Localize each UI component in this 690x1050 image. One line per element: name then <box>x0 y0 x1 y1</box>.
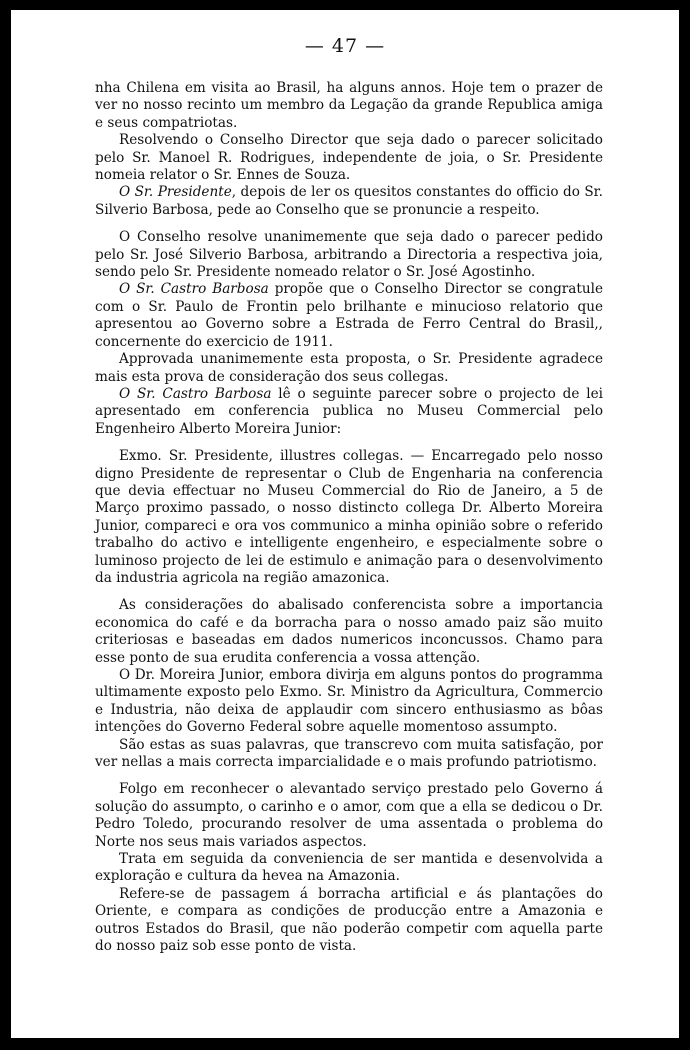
paragraph-5 <box>95 281 603 351</box>
paragraph-6 <box>95 351 603 386</box>
body-text <box>95 80 603 956</box>
paragraph-2 <box>95 132 603 184</box>
paragraph-7 <box>95 386 603 438</box>
paragraph-8 <box>95 448 603 587</box>
paragraph-13 <box>95 851 603 886</box>
paragraph-14 <box>95 886 603 956</box>
paragraph-text: São estas as suas palavras, que transcrevo com muita satisfação, por ver nellas a mais correcta imparcialidade e o mais profundo patriotismo. <box>95 736 603 771</box>
document-page <box>11 10 679 1038</box>
paragraph-text: lê o seguinte parecer sobre o projecto de lei apresentado em conferencia publica no Museu Commercial pelo Engenheiro Alberto Moreira Junior: <box>95 385 603 437</box>
paragraph-text: nha Chilena em visita ao Brasil, ha alguns annos. Hoje tem o prazer de ver no nosso recinto um membro da Legação da grande Republica amiga e seus compatriotas. <box>95 80 603 131</box>
speaker-name: O Sr. Castro Barbosa <box>119 385 272 402</box>
paragraph-12 <box>95 781 603 851</box>
paragraph-text: Refere-se de passagem á borracha artificial e ás plantações do Oriente, e compara as condições de producção entre a Amazonia e outros Estados do Brasil, que não poderão competir com aquella parte do nosso paiz sob esse ponto de vista. <box>95 885 603 955</box>
paragraph-11 <box>95 737 603 772</box>
paragraph-9 <box>95 597 603 667</box>
paragraph-text: Exmo. Sr. Presidente, illustres collegas. — Encarregado pelo nosso digno Presidente de representar o Club de Engenharia na conferencia que devia effectuar no Museu Commercial do Rio de Janeiro, a 5 de Março proximo passado, o nosso distincto collega Dr. Alberto Moreira Junior, compareci e ora vos communico a minha opinião sobre o referido trabalho do activo e intelligente engenheiro, e especialmente sobre o luminoso projecto de lei de estimulo e animação para o desenvolvimento da industria agricola na região amazonica. <box>95 448 603 586</box>
page-number: — 47 — <box>304 35 386 57</box>
paragraph-1 <box>95 80 603 132</box>
paragraph-4 <box>95 229 603 281</box>
paragraph-text: Trata em seguida da conveniencia de ser mantida e desenvolvida a exploração e cultura da hevea na Amazonia. <box>95 851 603 885</box>
paragraph-3 <box>95 184 603 219</box>
speaker-name: O Sr. Presidente <box>119 184 232 201</box>
speaker-name: O Sr. Castro Barbosa <box>119 281 269 298</box>
paragraph-text: Resolvendo o Conselho Director que seja dado o parecer solicitado pelo Sr. Manoel R. Rodrigues, independente de joia, o Sr. Presidente nomeia relator o Sr. Ennes de Souza. <box>95 132 603 184</box>
paragraph-text: O Conselho resolve unanimemente que seja dado o parecer pedido pelo Sr. José Silverio Barbosa, arbitrando a Directoria a respectiva joia, sendo pelo Sr. Presidente nomeado relator o Sr. José Agostinho. <box>95 229 603 281</box>
paragraph-10 <box>95 667 603 737</box>
paragraph-text: , depois de ler os quesitos constantes do officio do Sr. Silverio Barbosa, pede ao Conselho que se pronuncie a respeito. <box>95 184 604 218</box>
paragraph-text: Approvada unanimemente esta proposta, o Sr. Presidente agradece mais esta prova de consideração dos seus collegas. <box>95 351 603 385</box>
paragraph-text: Folgo em reconhecer o alevantado serviço prestado pelo Governo á solução do assumpto, o carinho e o amor, com que a ella se dedicou o Dr. Pedro Toledo, procurando resolver de uma assentada o problema do Norte nos seus mais variados aspectos. <box>95 781 603 850</box>
paragraph-text: O Dr. Moreira Junior, embora divirja em alguns pontos do programma ultimamente exposto pelo Exmo. Sr. Ministro da Agricultura, Commercio e Industria, não deixa de applaudir com sincero enthusiasmo as bôas intenções do Governo Federal sobre aquelle momentoso assumpto. <box>95 667 603 736</box>
paragraph-text: As considerações do abalisado conferencista sobre a importancia economica do café e da borracha para o nosso amado paiz são muito criteriosas e baseadas em dados numericos inconcussos. Chamo para esse ponto de sua erudita conferencia a vossa attenção. <box>95 597 603 666</box>
paragraph-text: propõe que o Conselho Director se congratule com o Sr. Paulo de Frontin pelo brilhante e minucioso relatorio que apresentou ao Governo sobre a Estrada de Ferro Central do Brasil,, concernente do exercicio de 1911. <box>95 281 603 350</box>
